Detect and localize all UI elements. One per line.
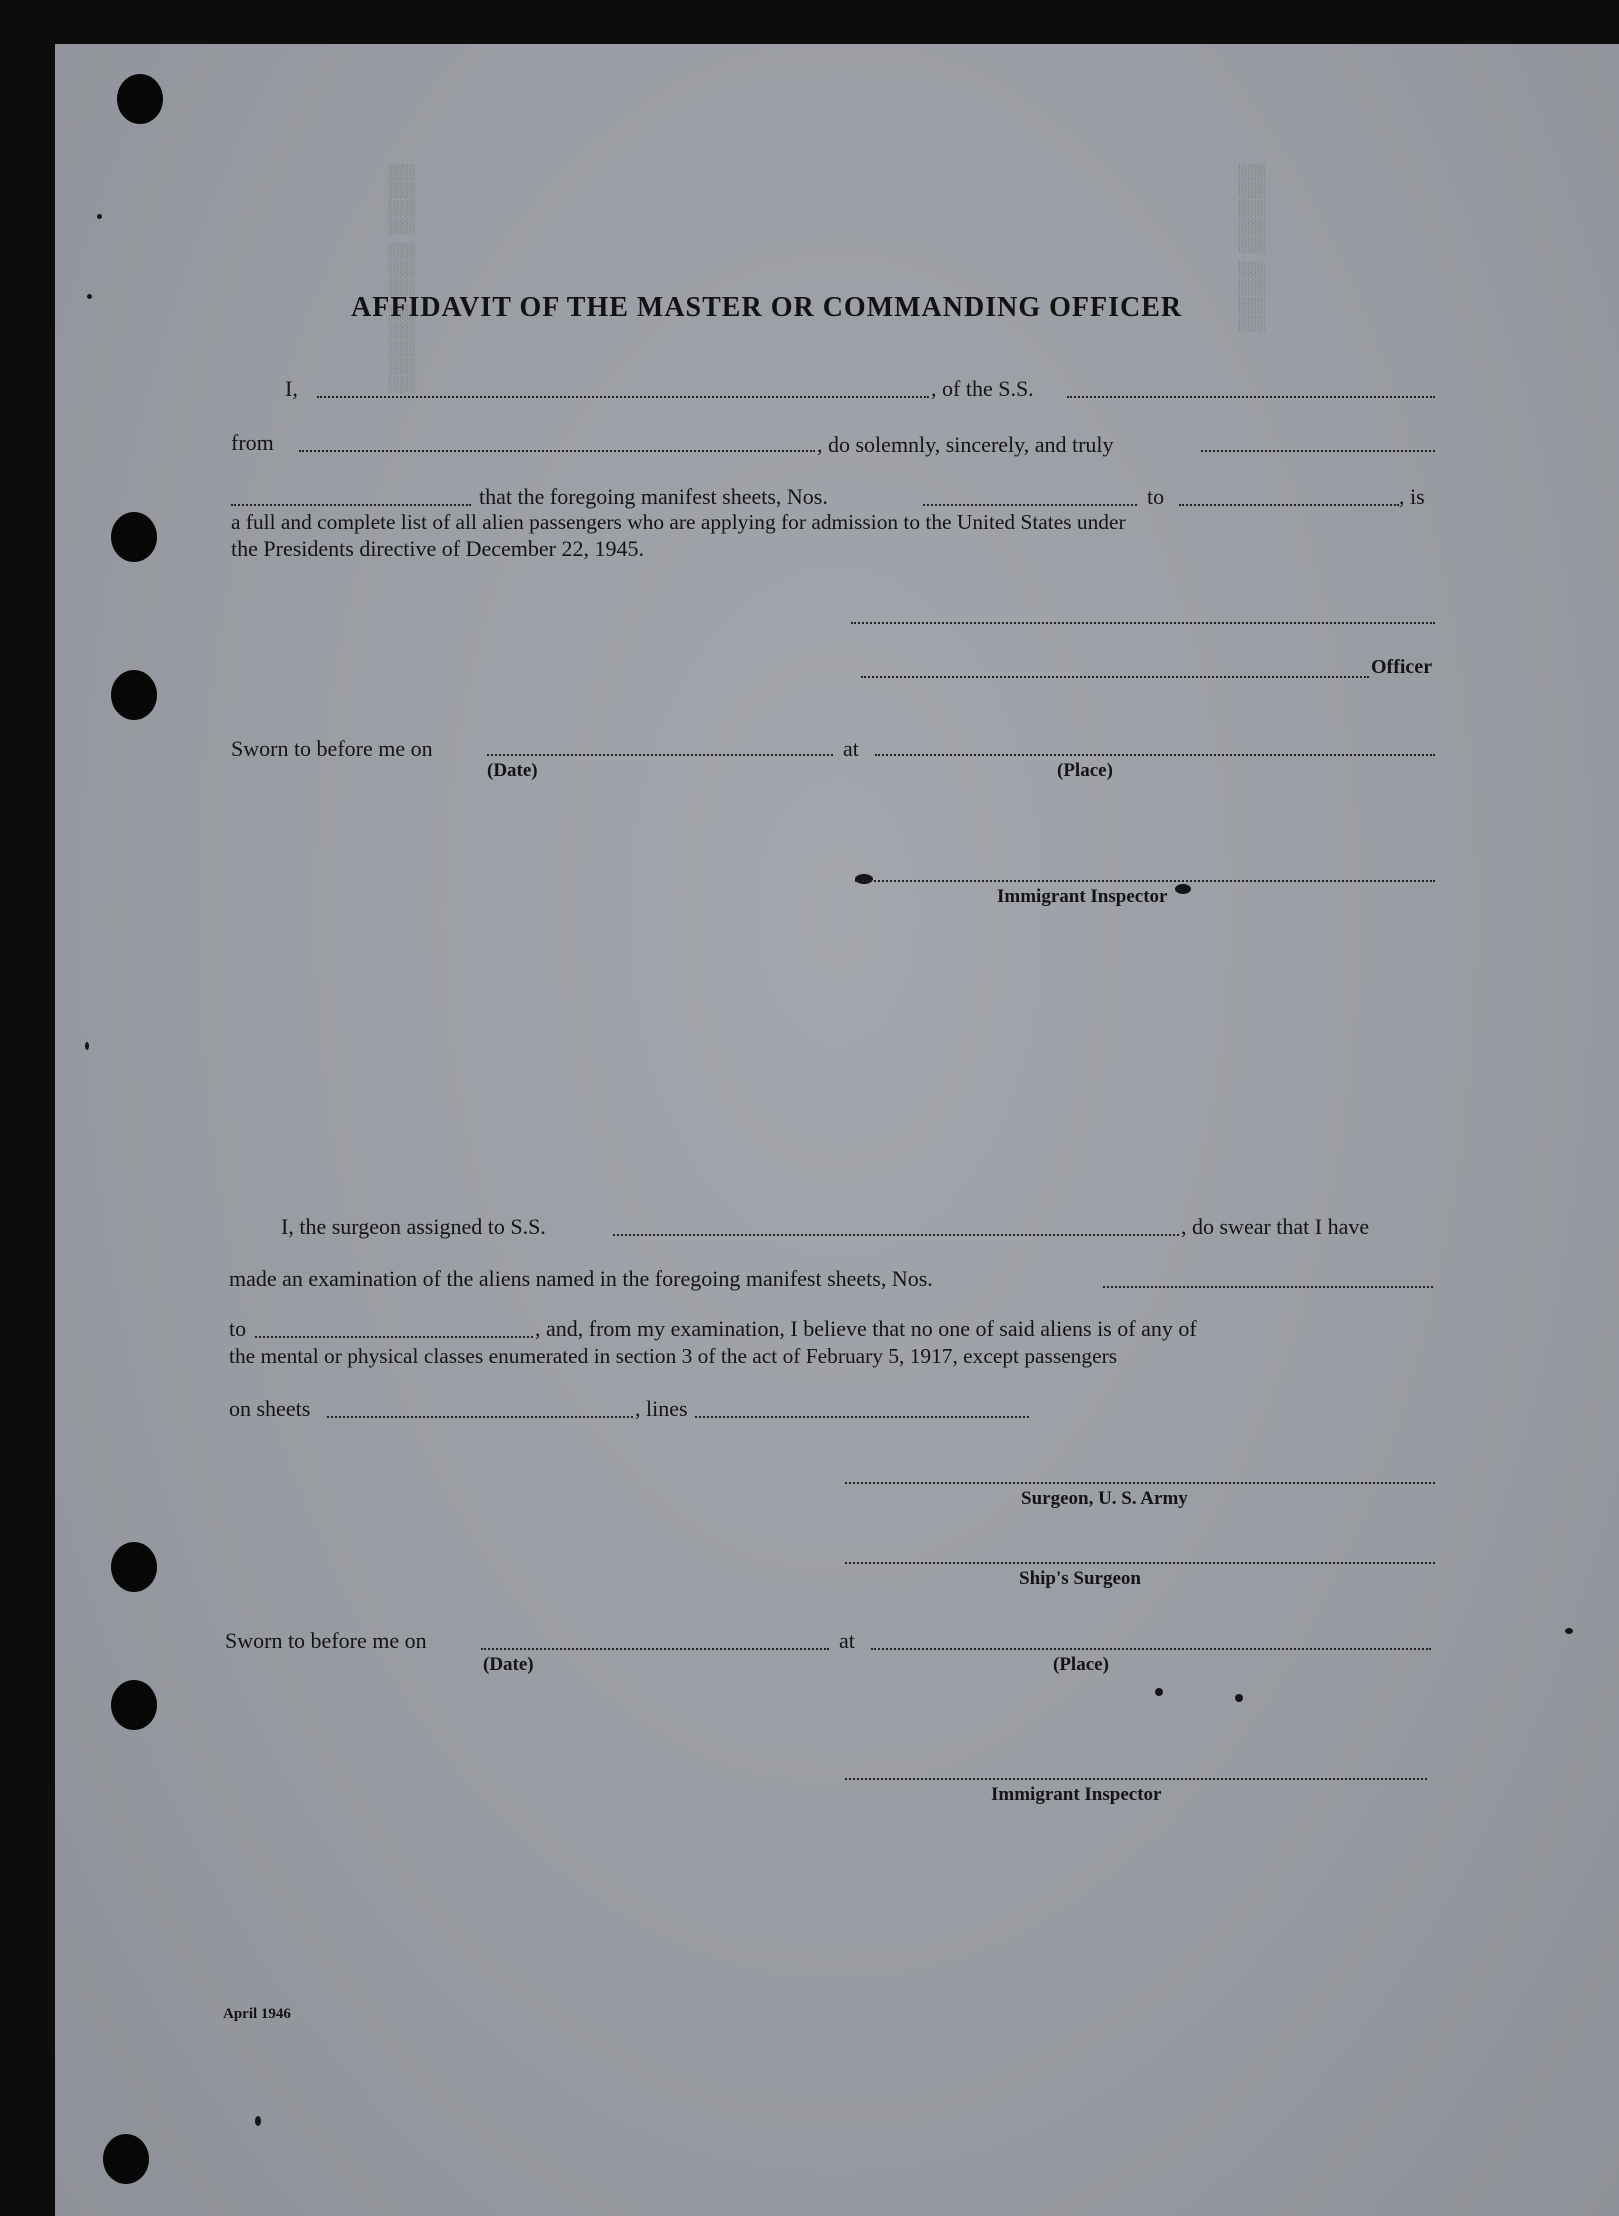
place-caption: (Place): [1057, 760, 1113, 781]
lines-label: , lines: [635, 1396, 688, 1421]
surgeon-ship-field[interactable]: [613, 1234, 1179, 1236]
inspector-caption: Immigrant Inspector: [997, 886, 1168, 907]
master-signature-field[interactable]: [851, 622, 1435, 624]
surgeon-sworn-label: Sworn to before me on: [225, 1628, 427, 1653]
from-port-field[interactable]: [299, 450, 815, 452]
surgeon-at-label: at: [839, 1628, 855, 1653]
surgeon-inspector-signature-field[interactable]: [845, 1778, 1427, 1780]
sworn-place-field[interactable]: [875, 754, 1435, 756]
surgeon-army-caption: Surgeon, U. S. Army: [1021, 1488, 1188, 1509]
surgeon-sheets-to-field[interactable]: [255, 1336, 533, 1338]
document-page: [55, 44, 1619, 2216]
ships-surgeon-signature-field[interactable]: [845, 1562, 1435, 1564]
surgeon-sheets-from-field[interactable]: [1103, 1286, 1433, 1288]
lines-field[interactable]: [695, 1416, 1029, 1418]
ship-name-field[interactable]: [1067, 396, 1435, 398]
surgeon-body-line: the mental or physical classes enumerated in section 3 of the act of February 5, 1917, except passengers: [229, 1344, 1118, 1368]
surgeon-line-end: , do swear that I have: [1181, 1214, 1370, 1239]
oath-type-field[interactable]: [1201, 450, 1435, 452]
speck: [1565, 1628, 1573, 1634]
sheets-from-field[interactable]: [923, 504, 1137, 506]
sheets-to-field[interactable]: [1179, 504, 1399, 506]
officer-label: Officer: [1371, 656, 1433, 678]
surgeon-sworn-place-field[interactable]: [871, 1648, 1431, 1650]
surgeon-place-caption: (Place): [1053, 1654, 1109, 1675]
date-caption: (Date): [487, 760, 538, 781]
affidavit-body-line: the Presidents directive of December 22, 1945.: [231, 536, 644, 561]
punch-hole: [103, 2134, 149, 2184]
speck: [1175, 884, 1191, 894]
declaration-field[interactable]: [231, 504, 471, 506]
punch-hole: [111, 1680, 157, 1730]
inspector-signature-field[interactable]: [855, 880, 1435, 882]
ships-surgeon-caption: Ship's Surgeon: [1019, 1568, 1141, 1589]
speck: [1155, 1688, 1163, 1696]
surgeon-inspector-caption: Immigrant Inspector: [991, 1784, 1162, 1805]
form-date: April 1946: [223, 2006, 291, 2022]
surgeon-army-signature-field[interactable]: [845, 1482, 1435, 1484]
on-sheets-label: on sheets: [229, 1396, 311, 1421]
punch-hole: [111, 670, 157, 720]
surgeon-line-start: I, the surgeon assigned to S.S.: [281, 1214, 546, 1239]
surgeon-sworn-date-field[interactable]: [481, 1648, 829, 1650]
affidavit-title: AFFIDAVIT OF THE MASTER OR COMMANDING OFFICER: [351, 292, 1183, 323]
master-name-field[interactable]: [317, 396, 929, 398]
sworn-date-field[interactable]: [487, 754, 833, 756]
sworn-label: Sworn to before me on: [231, 736, 433, 761]
speck: [87, 294, 92, 299]
speck: [85, 1042, 89, 1050]
officer-signature-field[interactable]: [861, 676, 1369, 678]
surgeon-date-caption: (Date): [483, 1654, 534, 1675]
punch-hole: [117, 74, 163, 124]
surgeon-body-line: made an examination of the aliens named in the foregoing manifest sheets, Nos.: [229, 1266, 933, 1291]
affidavit-body-line: a full and complete list of all alien passengers who are applying for admission to the United States under: [231, 510, 1126, 534]
solemnly-label: , do solemnly, sincerely, and truly: [817, 432, 1114, 457]
on-sheets-field[interactable]: [327, 1416, 633, 1418]
bleed-through-text: ▒▒▒▒▒ ▒▒▒▒: [1239, 164, 1265, 334]
manifest-sheets-label: that the foregoing manifest sheets, Nos.: [479, 484, 828, 509]
is-label: , is: [1399, 484, 1425, 509]
from-label: from: [231, 430, 274, 455]
speck: [255, 2116, 261, 2126]
surgeon-to-label: to: [229, 1316, 247, 1341]
speck: [97, 214, 102, 219]
of-ss-label: , of the S.S.: [931, 376, 1034, 401]
bleed-through-text: ▒▒▒▒ ▒▒▒ ▒▒▒▒▒: [389, 164, 415, 395]
punch-hole: [111, 512, 157, 562]
i-label: I,: [285, 376, 298, 401]
speck: [1235, 1694, 1243, 1702]
punch-hole: [111, 1542, 157, 1592]
surgeon-body-line: , and, from my examination, I believe that no one of said aliens is of any of: [535, 1316, 1197, 1341]
at-label: at: [843, 736, 859, 761]
to-label: to: [1147, 484, 1165, 509]
speck: [855, 874, 873, 884]
